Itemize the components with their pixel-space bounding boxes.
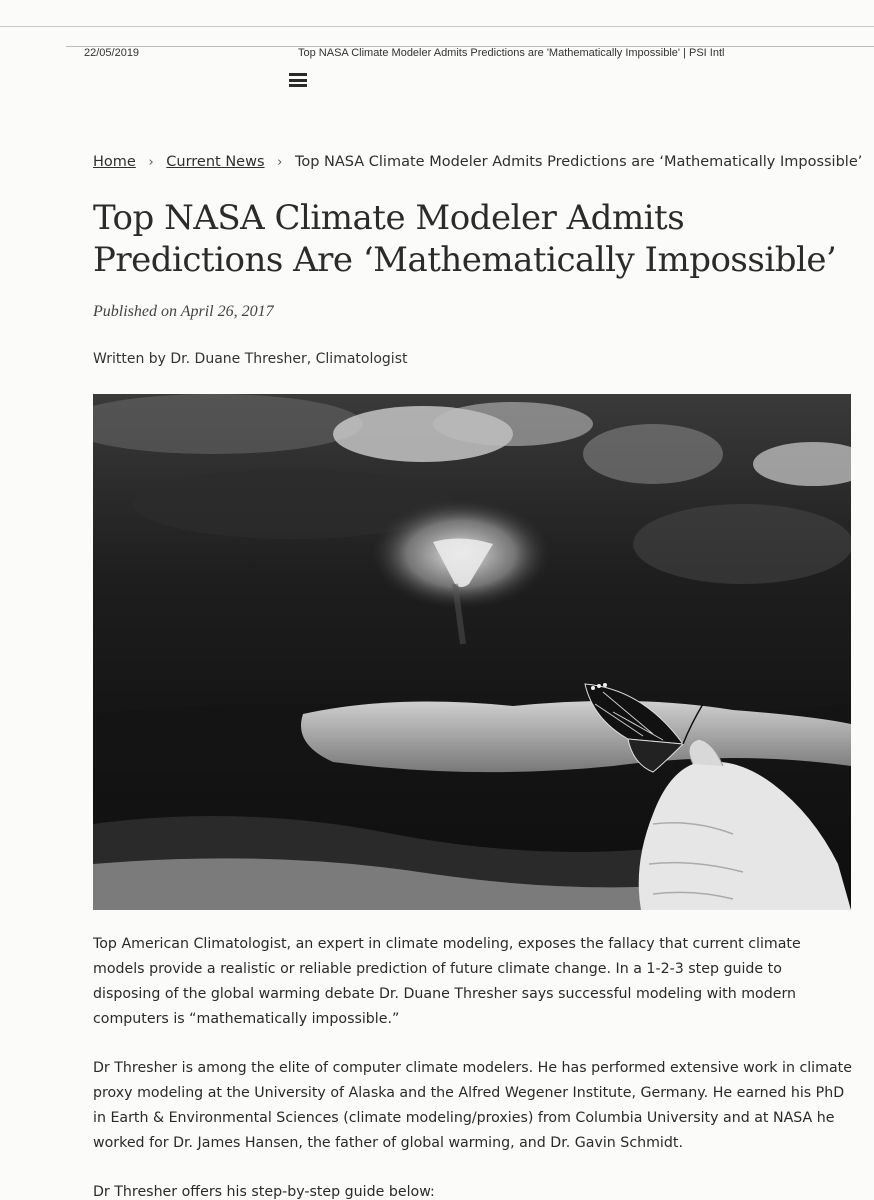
article-title: Top NASA Climate Modeler Admits Predictions Are ‘Mathematically Impossible’	[93, 198, 837, 280]
chevron-right-icon: ›	[277, 155, 283, 170]
print-page-title: Top NASA Climate Modeler Admits Predictions are 'Mathematically Impossible' | PSI Intl	[298, 47, 725, 59]
published-date: Published on April 26, 2017	[93, 303, 274, 320]
chevron-right-icon: ›	[148, 155, 154, 170]
breadcrumb-current-page: Top NASA Climate Modeler Admits Predictions are ‘Mathematically Impossible’	[294, 154, 863, 170]
hamburger-menu-icon[interactable]	[289, 73, 307, 87]
article-paragraph: Dr Thresher offers his step-by-step guide below:	[93, 1184, 435, 1200]
article-paragraph: Top American Climatologist, an expert in climate modeling, exposes the fallacy that current climate models provide a realistic or reliable prediction of future climate change. In a 1-2-3 step guide to disposing of the global warming debate Dr. Duane Thresher says successful modeling with modern computers is “mathematically impossible.”	[93, 936, 801, 1027]
print-date: 22/05/2019	[84, 47, 140, 59]
author-byline: Written by Dr. Duane Thresher, Climatologist	[93, 351, 408, 367]
breadcrumb-home-link[interactable]: Home	[93, 154, 136, 170]
hero-image-storm-butterfly	[93, 394, 851, 910]
breadcrumb	[93, 154, 862, 170]
breadcrumb-current-news-link[interactable]: Current News	[166, 154, 265, 170]
scan-edge-line	[0, 26, 874, 27]
print-header	[0, 47, 874, 63]
article-paragraph: Dr Thresher is among the elite of computer climate modelers. He has performed extensive work in climate proxy modeling at the University of Alaska and the Alfred Wegener Institute, Germany. He earned his PhD in Earth & Environmental Sciences (climate modeling/proxies) from Columbia University and at NASA he worked for Dr. James Hansen, the father of global warming, and Dr. Gavin Schmidt.	[93, 1060, 852, 1151]
